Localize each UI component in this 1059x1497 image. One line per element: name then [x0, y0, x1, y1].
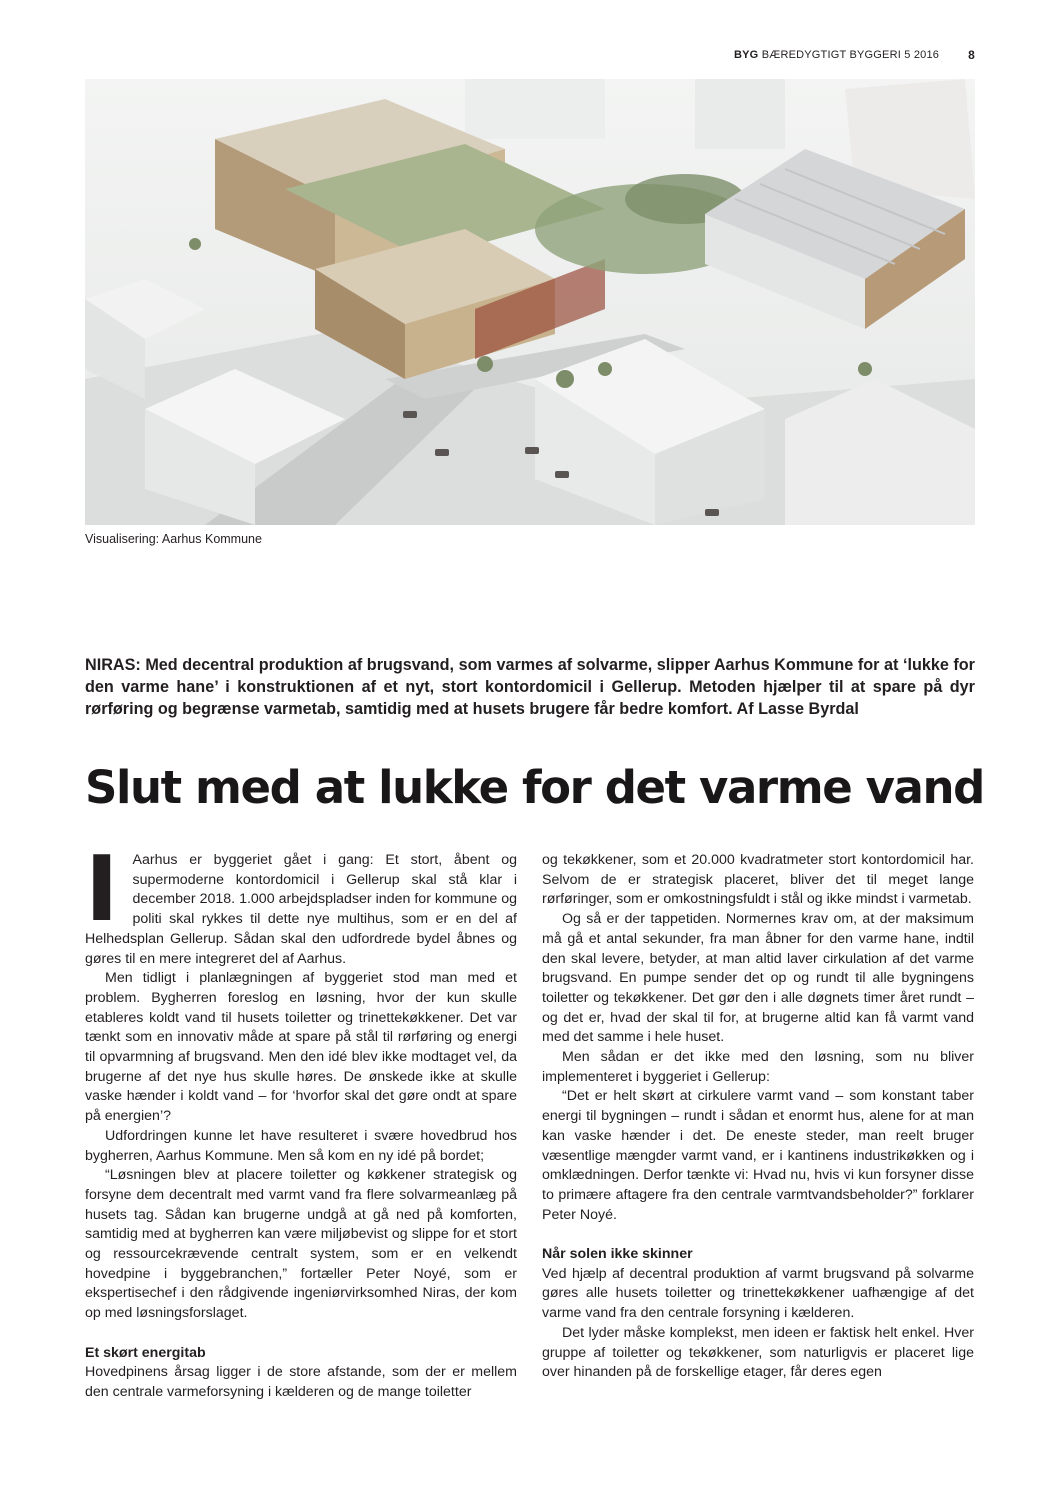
article-headline: Slut med at lukke for det varme vand: [85, 761, 984, 814]
paragraph: Hovedpinens årsag ligger i de store afstande, som der er mellem den centrale varmeforsyning i kælderen og de mange toiletter: [85, 1364, 517, 1400]
paragraph: [85, 837, 517, 969]
subheading: Når solen ikke skinner: [542, 1246, 693, 1263]
drop-cap: I: [85, 837, 119, 942]
paragraph: Udfordringen kunne let have resulteret i svære hovedbrud hos bygherren, Aarhus Kommune. Men så kom en ny idé på bordet;: [85, 1127, 517, 1164]
architectural-visualization: [85, 79, 975, 525]
article-column-left: [85, 837, 517, 1403]
building-rendering-illustration: [85, 79, 975, 525]
photo-caption: Visualisering: Aarhus Kommune: [85, 532, 262, 546]
article-lead: NIRAS: Med decentral produktion af brugsvand, som varmes af solvarme, slipper Aarhus Kommune for at ‘lukke for den varme hane’ i konstruktionen af et nyt, stort kontordomicil i Gellerup. Metoden hjælper til at spare på dyr rørføring og begrænse varmetab, samtidig med at husets brugere får bedre komfort. Af Lasse Byrdal: [85, 656, 975, 718]
issue-label: BÆREDYGTIGT BYGGERI 5 2016: [761, 49, 940, 61]
paragraph: “Løsningen blev at placere toiletter og køkkener strategisk og forsyne dem decentralt med varmt vand fra flere solvarmeanlæg på husets tag. Sådan kan brugerne undgå at gå ned på komforten, samtidig med at bygherren kan være miljøbevist og slippe for et stort og ressourcekrævende centralt system, som er en velkendt hovedpine i byggebranchen,” fortæller Peter Noyé, som er ekspertisechef i den rådgivende ingeniørvirksomhed Niras, der kom op med løsningsforslaget.: [85, 1167, 517, 1322]
paragraph: “Det er helt skørt at cirkulere varmt vand – som konstant taber energi til bygningen – rundt i sådan et enormt hus, alene for at man kan vaske hænder i det. De eneste steder, man reelt bruger væsentlige mængder varmt vand, er i kantinens industrikøkken og i omklædningen. Derfor tænkte vi: Hvad nu, hvis vi kun forsyner disse to primære aftagere fra den centrale varmtvandsbeholder?” forklarer Peter Noyé.: [542, 1088, 974, 1223]
article-column-right: [542, 851, 974, 1383]
subheading: Et skørt energitab: [85, 1344, 206, 1361]
paragraph-text: Aarhus er byggeriet gået i gang: Et stort, åbent og supermoderne kontordomicil i Gellerup skal stå klar i december 2018. 1.000 arbejdspladser inden for kommune og politi skal rykkes til dette nye multihus, som er en del af Helhedsplan Gellerup. Sådan skal den udfordrede bydel åbnes og gøres til en mere integreret del af Aarhus.: [85, 852, 517, 967]
paragraph: Men tidligt i planlægningen af byggeriet stod man med et problem. Bygherren foreslog en løsning, hvor der kun skulle etableres koldt vand til husets toiletter og trinettekøkkener. Det var tænkt som en innovativ måde at spare på stål til rørføring og energi til opvarmning af brugsvand. Men den idé blev ikke modtaget vel, da brugerne af det nye hus skulle høres. De ønskede ikke at skulle vaske hænder i koldt vand – for ‘hvorfor skal det gøre ondt at spare på energien’?: [85, 970, 517, 1125]
paragraph: Ved hjælp af decentral produktion af varmt brugsvand på solvarme gøres alle husets toiletter og trinettekøkkener uafhængige af det varme vand fra den centrale forsyning i kælderen.: [542, 1265, 974, 1322]
publication-name: [734, 49, 939, 61]
paragraph: Det lyder måske komplekst, men ideen er faktisk helt enkel. Hver gruppe af toiletter og tekøkkener, som naturligvis er placeret lige over hinanden på de forskellige etager, får deres egen: [542, 1324, 974, 1381]
paragraph: Og så er der tappetiden. Normernes krav om, at der maksimum må gå et antal sekunder, fra man åbner for den varme hane, indtil den skal levere, betyder, at man altid laver cirkulation af det varme brugsvand. En pumpe sender det op og rundt til alle bygningens toiletter og tekøkkener. Det gør den i alle døgnets timer året rundt – og det er, hvad der skal til for, at brugerne altid kan få varmt vand med det samme i hele huset.: [542, 911, 974, 1046]
brand-name: BYG: [734, 49, 759, 61]
paragraph: og tekøkkener, som et 20.000 kvadratmeter stort kontordomicil har. Selvom de er strategisk placeret, bliver det til meget lange rørføringer, som er omkostningsfuldt i stål og ikke mindst i varmetab.: [542, 852, 974, 908]
page-number: 8: [968, 48, 975, 62]
page-header: [700, 46, 975, 66]
paragraph: Men sådan er det ikke med den løsning, som nu bliver implementeret i byggeriet i Gellerup:: [542, 1049, 974, 1085]
